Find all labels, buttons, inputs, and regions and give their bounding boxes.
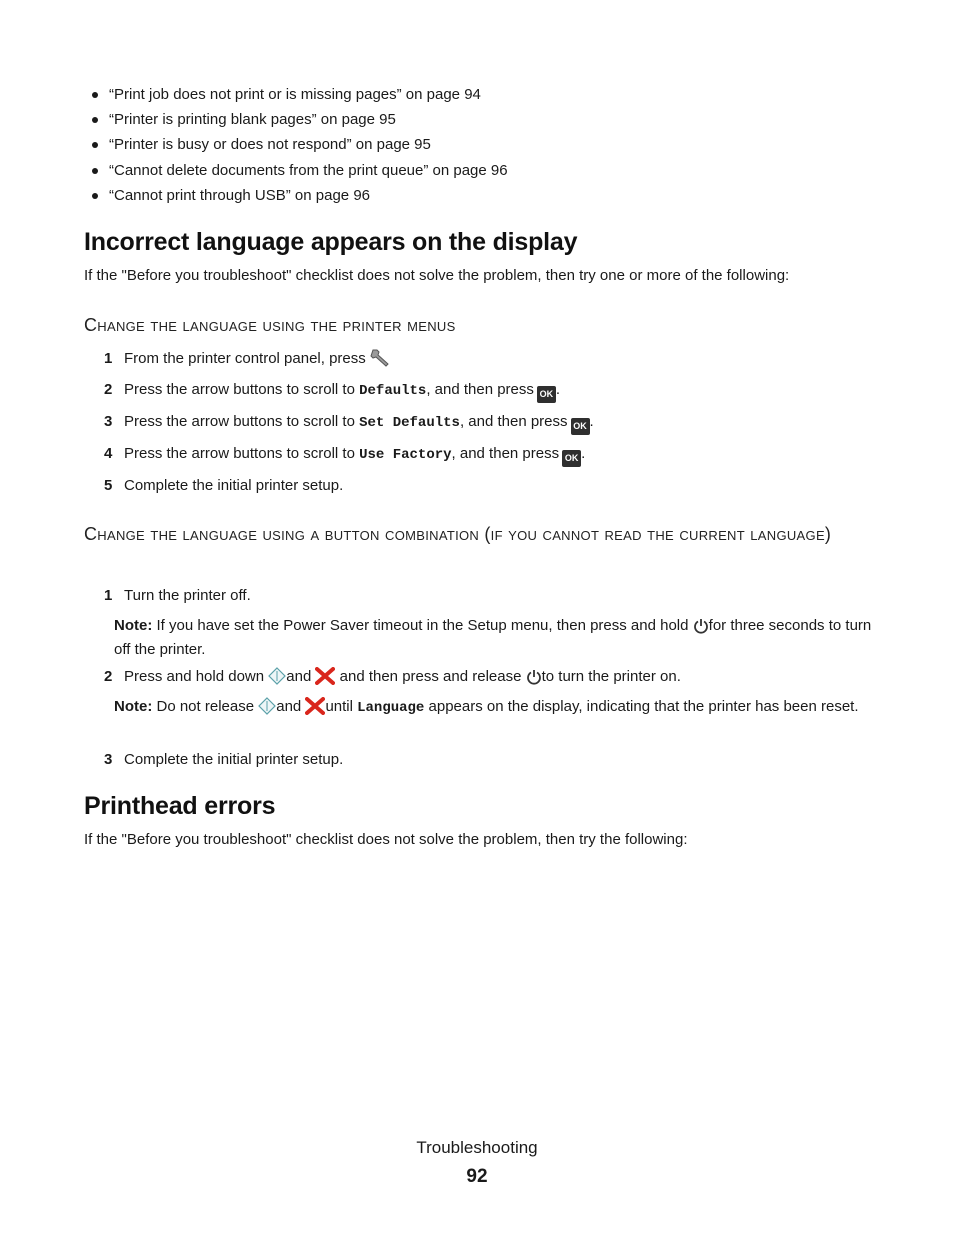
- step-text: Press the arrow buttons to scroll to: [124, 381, 360, 398]
- menu-item-code: Set Defaults: [359, 415, 460, 431]
- step-2: [104, 666, 681, 688]
- ok-button-icon: OK: [537, 386, 556, 403]
- step-number: 5: [104, 477, 113, 494]
- list-item: “Cannot print through USB” on page 96: [92, 185, 508, 210]
- page-number: 92: [466, 1166, 488, 1187]
- note: [114, 616, 874, 660]
- step-number: 2: [104, 381, 113, 398]
- menu-item-code: Use Factory: [359, 447, 452, 463]
- subsection-heading-printer-menus: Change the language using the printer menus: [84, 315, 456, 335]
- step-text: , and then press: [426, 381, 534, 398]
- step-text: Turn the printer off.: [124, 587, 251, 604]
- related-topics-list: [92, 84, 508, 210]
- list-item: “Printer is busy or does not respond” on page 95: [92, 134, 508, 159]
- power-icon: [693, 618, 709, 640]
- step-number: 2: [104, 668, 113, 685]
- start-diamond-icon: [268, 667, 286, 692]
- note-text: appears on the display, indicating that the printer has been reset.: [424, 698, 859, 715]
- step-number: 4: [104, 445, 113, 462]
- list-item: “Printer is printing blank pages” on page 95: [92, 109, 508, 134]
- step-3: 3 Press the arrow buttons to scroll to Set Defaults, and then press OK .: [104, 411, 594, 433]
- section-intro: If the "Before you troubleshoot" checklist does not solve the problem, then try the following:: [84, 831, 688, 848]
- section-heading-incorrect-language: Incorrect language appears on the display: [84, 228, 578, 256]
- step-2: 2 Press the arrow buttons to scroll to Defaults, and then press OK .: [104, 379, 560, 401]
- step-number: 1: [104, 587, 113, 604]
- step-text: Press the arrow buttons to scroll to: [124, 445, 360, 462]
- step-text: Press and hold down: [124, 668, 269, 685]
- footer-section-title: Troubleshooting: [416, 1138, 538, 1157]
- step-text: Press the arrow buttons to scroll to: [124, 413, 360, 430]
- power-icon: [526, 669, 542, 692]
- step-text: Complete the initial printer setup.: [124, 477, 344, 494]
- step-1: [104, 585, 251, 607]
- step-text: and: [286, 668, 316, 685]
- step-number: 3: [104, 751, 113, 768]
- step-text: , and then press: [459, 413, 568, 430]
- cancel-x-icon: [305, 697, 325, 721]
- note-label: Note:: [114, 617, 153, 634]
- step-number: 3: [104, 413, 113, 430]
- step-text: and then press and release: [335, 668, 526, 685]
- note-text: If you have set the Power Saver timeout in the Setup menu, then press and hold: [152, 617, 693, 634]
- ok-button-icon: OK: [562, 450, 581, 467]
- step-text: From the printer control panel, press: [124, 350, 366, 367]
- section-intro: If the "Before you troubleshoot" checklist does not solve the problem, then try one or more of the following:: [84, 267, 790, 284]
- section-heading-printhead-errors: Printhead errors: [84, 792, 276, 820]
- note-text: for three seconds to turn off the printer.: [114, 617, 872, 658]
- ok-button-icon: OK: [571, 418, 590, 435]
- subsection-heading-button-combination: Change the language using a button combination (if you cannot read the current language): [84, 524, 832, 544]
- note-text: and: [276, 698, 306, 715]
- step-number: 1: [104, 350, 113, 367]
- menu-item-code: Language: [357, 700, 425, 716]
- menu-item-code: Defaults: [359, 383, 427, 399]
- step-text: , and then press: [451, 445, 560, 462]
- step-1: [104, 347, 392, 369]
- wrench-icon: [370, 347, 392, 374]
- step-text: to turn the printer on.: [541, 668, 681, 685]
- step-3: [104, 749, 343, 771]
- cancel-x-icon: [315, 667, 335, 692]
- note-label: Note:: [114, 698, 153, 715]
- step-text: Complete the initial printer setup.: [124, 751, 344, 768]
- list-item: “Cannot delete documents from the print queue” on page 96: [92, 160, 508, 185]
- note-text: Do not release: [152, 698, 259, 715]
- step-5: [104, 475, 343, 497]
- list-item: “Print job does not print or is missing pages” on page 94: [92, 84, 508, 109]
- note-text: until: [325, 698, 358, 715]
- note: [114, 697, 874, 721]
- start-diamond-icon: [258, 697, 276, 721]
- step-4: 4 Press the arrow buttons to scroll to Use Factory, and then press OK .: [104, 443, 585, 465]
